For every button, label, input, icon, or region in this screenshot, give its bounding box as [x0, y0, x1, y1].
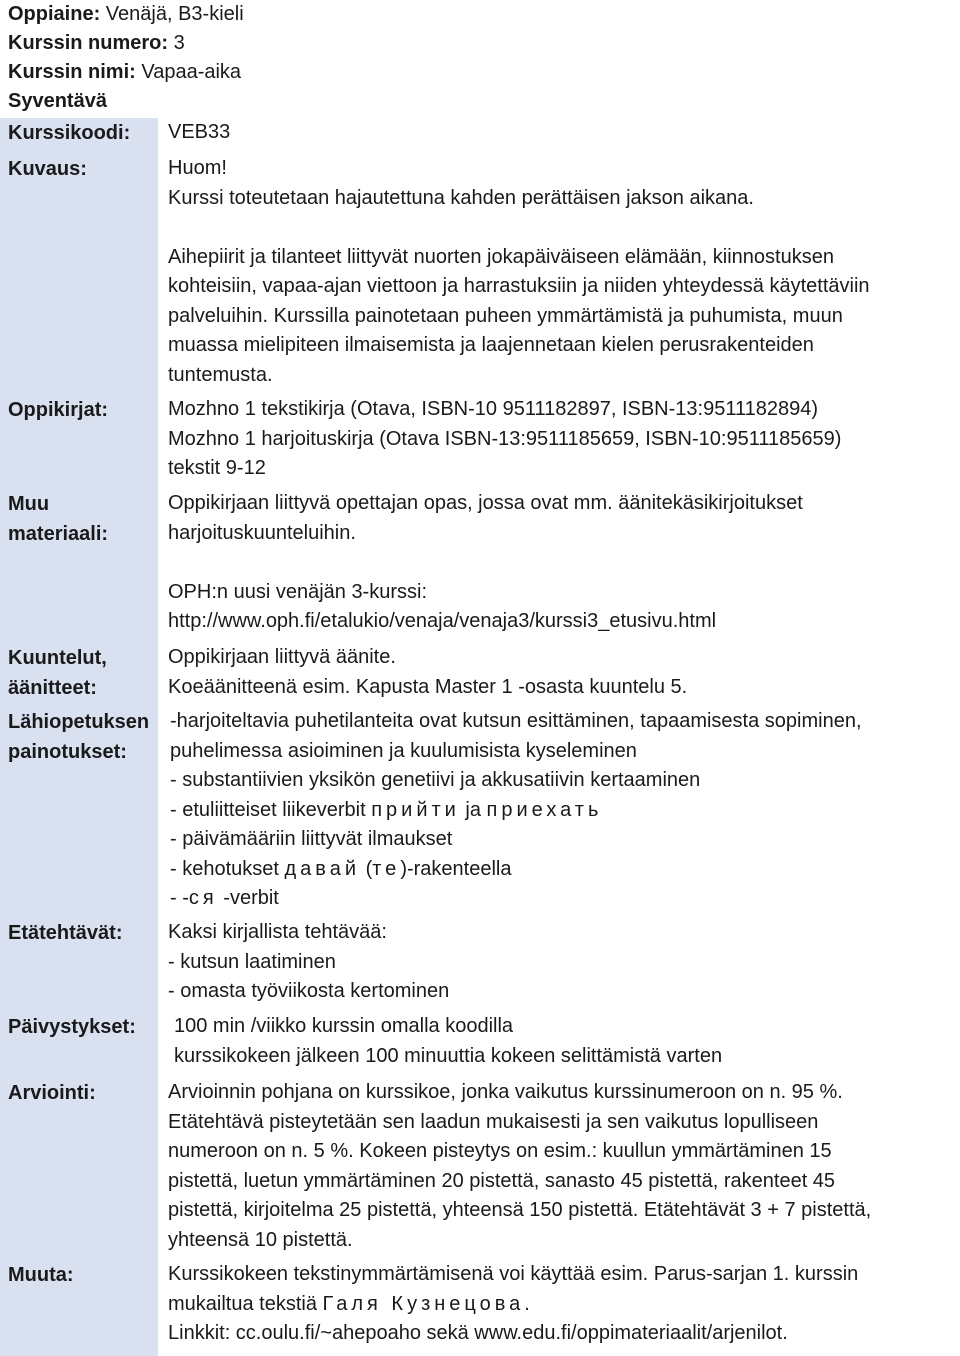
- code-value: [168, 118, 230, 148]
- other-suffix: .: [524, 1292, 530, 1315]
- teaching-line: puhelimessa asioiminen ja kuulumisista kyseleminen: [170, 739, 637, 762]
- textbook-line: Mozhno 1 tekstikirja (Otava, ISBN-10 9511182897, ISBN-13:9511182894): [168, 398, 819, 420]
- assessment-label: Arviointi:: [8, 1082, 96, 1104]
- russian-word: прийти: [371, 798, 460, 821]
- code-line: VEB33: [168, 121, 231, 143]
- reflexive-prefix: - -: [170, 887, 189, 909]
- subject-line: [8, 0, 244, 29]
- other-line: [168, 1290, 858, 1320]
- assessment-line: pistettä, luetun ymmärtäminen 20 pistettä, sanasto 45 pistettä, rakenteet 45: [168, 1169, 836, 1192]
- distance-tasks-label: Etätehtävät:: [8, 922, 123, 944]
- code-label: Kurssikoodi:: [8, 122, 131, 144]
- assessment-line: numeroon on n. 5 %. Kokeen pisteytys on esim.: kuullun ymmärtäminen 15: [168, 1140, 832, 1162]
- exhortation-suffix: )-rakenteella: [400, 857, 512, 880]
- description-line: muassa mielipiteen ilmaisemista ja laajennetaan kielen perusrakenteiden: [168, 334, 814, 356]
- assessment-line: pistettä, kirjoitelma 25 pistettä, yhteensä 150 pistettä. Etätehtävät 3 + 7 pistettä,: [168, 1199, 872, 1221]
- contact-teaching-value: [170, 707, 862, 914]
- reflexive-suffix: -verbit: [223, 887, 279, 909]
- course-header: [8, 0, 244, 116]
- subject-value: Venäjä, B3-kieli: [105, 3, 244, 25]
- description-line: Aihepiirit ja tilanteet liittyvät nuorten jokapäiväiseen elämään, kiinnostuksen: [168, 245, 834, 268]
- office-hours-line: 100 min /viikko kurssin omalla koodilla: [174, 1015, 514, 1037]
- description-label: Kuvaus:: [8, 158, 87, 180]
- other-value: [168, 1260, 858, 1349]
- russian-word: давай: [284, 857, 361, 880]
- textbooks-label: Oppikirjat:: [8, 399, 109, 421]
- other-label: Muuta:: [8, 1264, 74, 1286]
- task-line: - kutsun laatiminen: [168, 950, 336, 973]
- assessment-line: yhteensä 10 pistettä.: [168, 1228, 353, 1251]
- office-hours-line: kurssikokeen jälkeen 100 minuuttia kokeen selittämistä varten: [174, 1044, 723, 1067]
- verbs-prefix: - etuliitteiset liikeverbit: [170, 798, 366, 821]
- contact-teaching-label: [8, 707, 149, 767]
- blank-line: [168, 548, 803, 578]
- other-line: Kurssikokeen tekstinymmärtämisenä voi käyttää esim. Parus-sarjan 1. kurssin: [168, 1263, 859, 1285]
- subject-label: Oppiaine:: [8, 3, 101, 25]
- level-line: [8, 87, 244, 116]
- description-value: [168, 154, 870, 390]
- other-material-label-2: materiaali:: [8, 523, 109, 545]
- russian-word: те: [372, 857, 401, 880]
- listening-label-2: äänitteet:: [8, 677, 97, 699]
- textbook-line: tekstit 9-12: [168, 457, 266, 479]
- other-prefix: mukailtua tekstiä: [168, 1292, 317, 1315]
- listening-line: Koeäänitteenä esim. Kapusta Master 1 -osasta kuuntelu 5.: [168, 675, 688, 698]
- listening-label: [8, 643, 107, 703]
- material-line: Oppikirjaan liittyvä opettajan opas, jossa ovat mm. äänitekäsikirjoitukset: [168, 492, 803, 514]
- other-material-label-1: Muu: [8, 493, 50, 515]
- assessment-line: Etätehtävä pisteytetään sen laadun mukaisesti ja sen vaikutus lopulliseen: [168, 1110, 819, 1133]
- teaching-line: [170, 796, 862, 826]
- course-number-label: Kurssin numero:: [8, 32, 169, 54]
- links-line[interactable]: Linkkit: cc.oulu.fi/~ahepoaho sekä www.edu.fi/oppimateriaalit/arjenilot.: [168, 1322, 788, 1344]
- course-name-line: [8, 58, 244, 87]
- task-line: Kaksi kirjallista tehtävää:: [168, 921, 387, 943]
- assessment-value: [168, 1078, 871, 1255]
- teaching-line: -harjoiteltavia puhetilanteita ovat kutsun esittäminen, tapaamisesta sopiminen,: [170, 710, 862, 732]
- russian-word: ся: [188, 887, 218, 909]
- verbs-middle: ja: [465, 798, 481, 821]
- course-number-value: 3: [173, 32, 185, 54]
- textbooks-value: [168, 395, 841, 484]
- listening-line: Oppikirjaan liittyvä äänite.: [168, 646, 396, 668]
- teaching-line: [170, 855, 862, 885]
- russian-name: Галя Кузнецова: [322, 1292, 525, 1315]
- teaching-line: - substantiivien yksikön genetiivi ja akkusatiivin kertaaminen: [170, 769, 701, 791]
- open-paren: (: [365, 857, 373, 880]
- material-line: OPH:n uusi venäjän 3-kurssi:: [168, 580, 428, 603]
- material-link[interactable]: http://www.oph.fi/etalukio/venaja/venaja3/kurssi3_etusivu.html: [168, 610, 717, 632]
- course-number-line: [8, 29, 244, 58]
- listening-label-1: Kuuntelut,: [8, 647, 107, 669]
- task-line: - omasta työviikosta kertominen: [168, 980, 450, 1002]
- description-line: Huom!: [168, 157, 227, 179]
- other-material-value: [168, 489, 803, 637]
- contact-teaching-label-1: Lähiopetuksen: [8, 711, 150, 733]
- office-hours-label: Päivystykset:: [8, 1016, 136, 1038]
- other-material-label: [8, 489, 108, 549]
- blank-line: [168, 213, 870, 243]
- teaching-line: - päivämääriin liittyvät ilmaukset: [170, 828, 453, 850]
- course-name-label: Kurssin nimi:: [8, 61, 136, 83]
- course-name-value: Vapaa-aika: [141, 61, 242, 83]
- level-label: Syventävä: [8, 90, 107, 112]
- distance-tasks-value: [168, 918, 449, 1007]
- assessment-line: Arvioinnin pohjana on kurssikoe, jonka vaikutus kurssinumeroon on n. 95 %.: [168, 1081, 843, 1103]
- description-line: kohteisiin, vapaa-ajan viettoon ja harrastuksiin ja niiden yhteydessä käytettäviin: [168, 275, 870, 297]
- description-line: tuntemusta.: [168, 363, 273, 386]
- listening-value: [168, 643, 687, 702]
- material-line: harjoituskuunteluihin.: [168, 521, 356, 544]
- exhortation-prefix: - kehotukset: [170, 857, 279, 880]
- russian-word: приехать: [486, 798, 603, 821]
- description-line: Kurssi toteutetaan hajautettuna kahden perättäisen jakson aikana.: [168, 186, 754, 209]
- contact-teaching-label-2: painotukset:: [8, 741, 127, 763]
- textbook-line: Mozhno 1 harjoituskirja (Otava ISBN-13:9511185659, ISBN-10:9511185659): [168, 427, 842, 450]
- description-line: palveluihin. Kurssilla painotetaan puheen ymmärtämistä ja puhumista, muun: [168, 304, 843, 327]
- teaching-line: [170, 884, 862, 914]
- office-hours-value: [174, 1012, 722, 1071]
